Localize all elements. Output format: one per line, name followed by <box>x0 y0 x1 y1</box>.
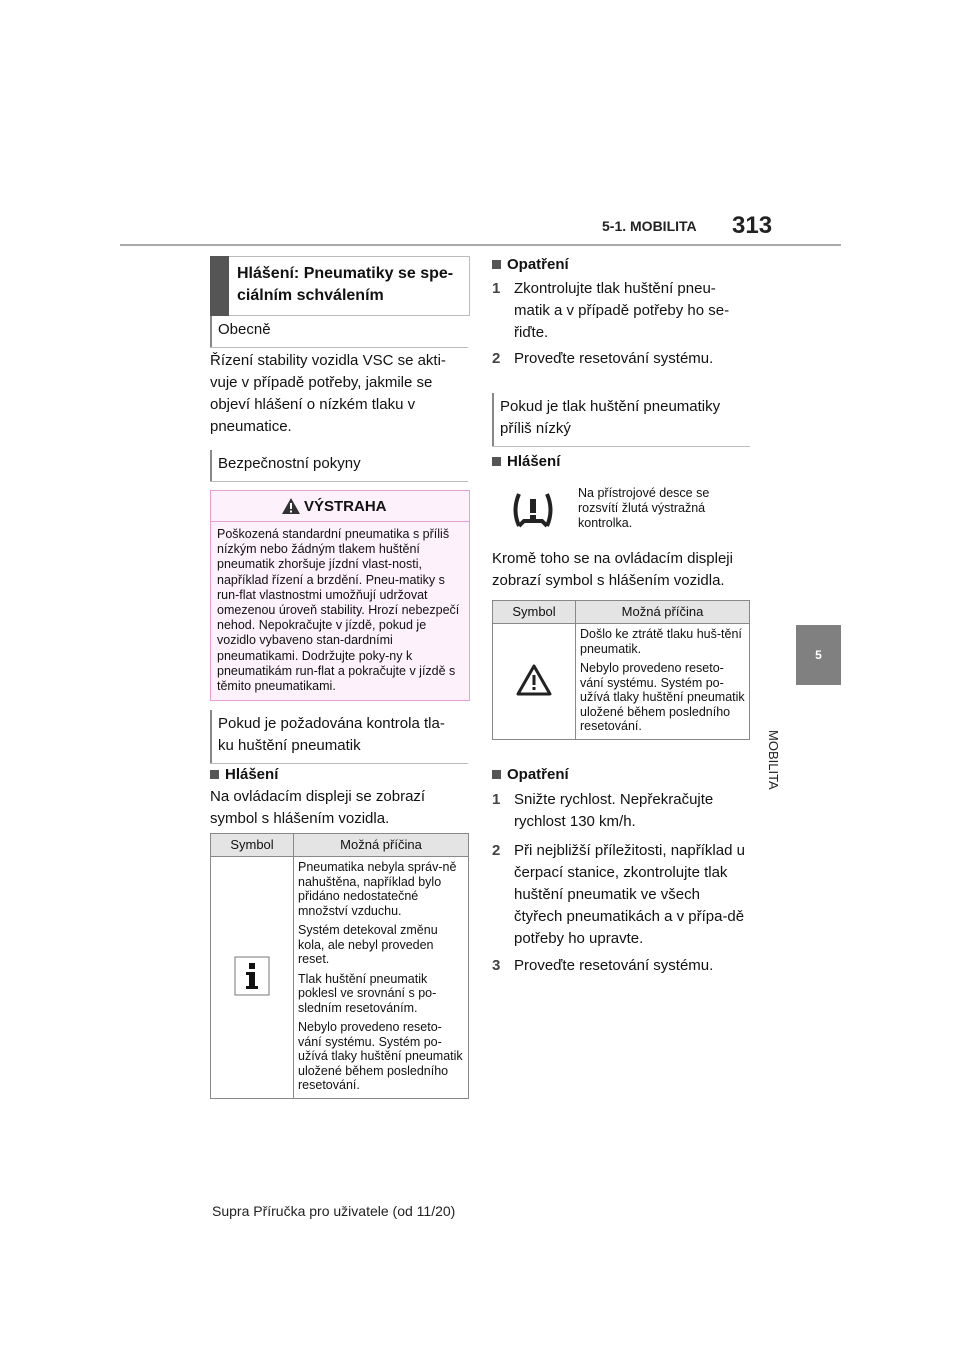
cause-text: Tlak huštění pneumatik poklesl ve srovnání s po-sledním resetováním. <box>298 971 437 1015</box>
cause-text: Nebylo provedeno reseto-vání systému. Systém po-užívá tlaky huštění pneumatik uložené během posledního resetování. <box>580 661 745 733</box>
step-item <box>492 955 750 977</box>
step-number: 1 <box>492 791 501 808</box>
table-header-symbol: Symbol <box>211 834 294 857</box>
symbol-table <box>492 600 750 740</box>
subheading-low-pressure <box>492 393 750 447</box>
subheading-text: Obecně <box>218 321 271 338</box>
paragraph: Kromě toho se na ovládacím displeji zobrazí symbol s hlášením vozidla. <box>492 550 733 589</box>
bullet-heading: Opatření <box>492 256 569 273</box>
bullet-heading: Hlášení <box>210 766 278 783</box>
table-row <box>211 857 469 1099</box>
warning-triangle-icon <box>516 664 552 696</box>
table-header-cause: Možná příčina <box>294 834 469 857</box>
paragraph: Řízení stability vozidla VSC se akti-vuje v případě potřeby, jakmile se objeví hlášení o nízkém tlaku v pneumatice. <box>210 352 446 435</box>
bullet-square-icon <box>210 770 219 779</box>
warning-title: VÝSTRAHA <box>304 498 387 515</box>
section-heading <box>210 256 470 316</box>
bullet-square-icon <box>492 260 501 269</box>
section-title: 5-1. MOBILITA <box>602 218 697 234</box>
page-footer: Supra Příručka pro uživatele (od 11/20) <box>212 1203 456 1219</box>
step-number: 2 <box>492 842 501 859</box>
step-item <box>492 348 750 370</box>
subheading-safety <box>210 450 468 482</box>
cause-text: Nebylo provedeno reseto-vání systému. Systém po-užívá tlaky huštění pneumatik uložené během posledního resetování. <box>298 1020 463 1092</box>
subheading-check-request <box>210 710 468 764</box>
cause-text: Systém detekoval změnu kola, ale nebyl proveden reset. <box>298 923 438 966</box>
bullet-heading: Opatření <box>492 766 569 783</box>
info-icon <box>234 956 270 996</box>
subheading-obecne <box>210 316 468 348</box>
step-text: Zkontrolujte tlak huštění pneu-matik a v případě potřeby ho se-řiďte. <box>514 280 730 341</box>
step-number: 3 <box>492 957 501 974</box>
table-header-cause: Možná příčina <box>576 601 750 624</box>
heading-bar <box>210 256 229 316</box>
cause-text: Došlo ke ztrátě tlaku huš-tění pneumatik. <box>580 627 742 656</box>
step-number: 1 <box>492 280 501 297</box>
subheading-text: Bezpečnostní pokyny <box>218 455 361 472</box>
symbol-table <box>210 833 469 1099</box>
paragraph: Na ovládacím displeji se zobrazí symbol s hlášením vozidla. <box>210 788 426 827</box>
step-text: Snižte rychlost. Nepřekračujte rychlost 130 km/h. <box>514 791 714 830</box>
section-heading-text: Hlášení: Pneumatiky se spe-ciálním schválením <box>237 265 454 304</box>
page-number: 313 <box>732 212 773 239</box>
chapter-label: MOBILITA <box>766 730 781 790</box>
step-text: Proveďte resetování systému. <box>514 957 714 974</box>
tire-pressure-warning-icon <box>510 490 556 530</box>
warning-box <box>210 490 470 701</box>
step-item <box>492 840 750 950</box>
bullet-square-icon <box>492 770 501 779</box>
bullet-heading: Hlášení <box>492 453 560 470</box>
table-header-symbol: Symbol <box>493 601 576 624</box>
cause-text: Pneumatika nebyla správ-ně nahuštěna, například bylo přidáno nedostatečné množství vzduchu. <box>298 860 457 918</box>
warning-text: Poškozená standardní pneumatika s příliš nízkým nebo žádným tlakem huštění pneumatik zhoršuje jízdní vlast-nosti, například řízení a brzdění. Pneu-matiky s run-flat vlastnostmi umožňují udržovat omezenou úroveň stability. Hrozí nebezpečí nehod. Nepokračujte v jízdě, pokud je vozidlo vybaveno stan-dardními pneumatikami. Dodržujte poky-ny k pneumatikám run-flat a pokračujte v jízdě s těmito pneumatikami. <box>217 527 460 694</box>
step-number: 2 <box>492 350 501 367</box>
step-text: Při nejbližší příležitosti, například u čerpací stanice, zkontrolujte tlak huštění pneumatik ve všech čtyřech pneumatikách a v přípa-dě potřeby ho upravte. <box>514 842 745 947</box>
indicator-text: Na přístrojové desce se rozsvítí žlutá výstražná kontrolka. <box>578 486 710 530</box>
bullet-square-icon <box>492 457 501 466</box>
subheading-text: Pokud je požadována kontrola tla-ku huštění pneumatik <box>218 715 445 754</box>
warning-triangle-icon <box>281 497 301 515</box>
warning-title-bar <box>211 491 469 522</box>
step-item <box>492 278 750 344</box>
subheading-text: Pokud je tlak huštění pneumatiky příliš nízký <box>500 398 721 437</box>
step-text: Proveďte resetování systému. <box>514 350 714 367</box>
chapter-number-tab: 5 <box>796 625 841 685</box>
step-item <box>492 789 750 833</box>
table-row <box>493 624 750 740</box>
header-rule <box>120 244 841 246</box>
